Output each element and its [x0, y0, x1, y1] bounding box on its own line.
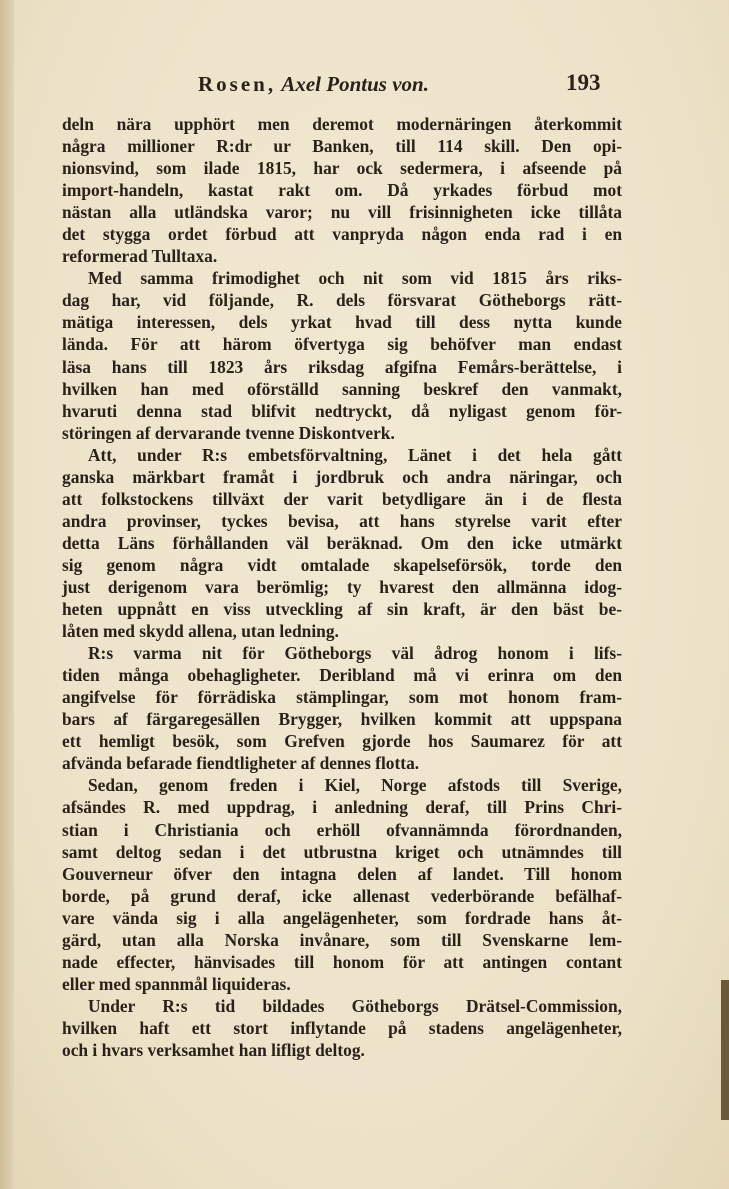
- text-line: hvilken haft ett stort inflytande på stadens angelägenheter,: [62, 1017, 622, 1038]
- text-line: detta Läns förhållanden väl beräknad. Om den icke utmärkt: [62, 532, 622, 553]
- text-line: ganska märkbart framåt i jordbruk och andra näringar, och: [62, 466, 622, 487]
- text-line: och i hvars verksamhet han lifligt deltog.: [62, 1039, 365, 1060]
- text-line: låten med skydd allena, utan ledning.: [62, 621, 339, 642]
- running-head-title: Axel Pontus von.: [281, 72, 429, 96]
- text-line: deln nära upphört men deremot modernäringen återkommit: [62, 114, 622, 134]
- text-line: afvända befarade fiendtligheter af dennes flotta.: [62, 753, 420, 774]
- text-line: nionsvind, som ilade 1815, har ock sedermera, i afseende på: [62, 158, 622, 179]
- text-line: Sedan, genom freden i Kiel, Norge afstods till Sverige,: [88, 775, 622, 796]
- text-line: just derigenom vara berömlig; ty hvarest den allmänna idog-: [62, 576, 622, 597]
- text-line: stian i Christiania och erhöll ofvannämnda förordnanden,: [62, 819, 622, 840]
- text-line: hvilken han med oförställd sanning beskref den vanmakt,: [62, 378, 622, 399]
- text-line: gärd, utan alla Norska invånare, som till Svenskarne lem-: [62, 929, 622, 950]
- text-line: tiden många obehagligheter. Deribland må vi erinra om den: [62, 665, 622, 686]
- text-line: R:s varma nit för Götheborgs väl ådrog honom i lifs-: [88, 643, 622, 664]
- text-line: lända. För att härom öfvertyga sig behöfver man endast: [62, 334, 622, 355]
- text-line: andra provinser, tyckes bevisa, att hans styrelse varit efter: [62, 510, 622, 531]
- text-line: störingen af dervarande tvenne Diskontverk.: [62, 422, 395, 443]
- running-head-name: Rosen,: [198, 72, 277, 96]
- text-line: angifvelse för förrädiska stämplingar, som mot honom fram-: [62, 687, 622, 708]
- text-line: några millioner R:dr ur Banken, till 114 skill. Den opi-: [62, 136, 622, 157]
- text-line: sig genom några vidt omtalade skapelseförsök, torde den: [62, 554, 622, 575]
- text-line: mätiga interessen, dels yrkat hvad till dess nytta kunde: [62, 312, 622, 333]
- text-line: Med samma frimodighet och nit som vid 1815 års riks-: [88, 268, 622, 289]
- text-line: eller med spannmål liquideras.: [62, 973, 291, 994]
- running-head: [198, 72, 498, 97]
- text-line: Under R:s tid bildades Götheborgs Drätsel-Commission,: [88, 995, 622, 1016]
- text-line: import-handeln, kastat rakt om. Då yrkades förbud mot: [62, 180, 622, 201]
- page-gutter-shadow: [0, 0, 14, 1189]
- text-line: nade effecter, hänvisades till honom för att antingen contant: [62, 951, 622, 972]
- page-header: [0, 72, 729, 102]
- text-line: bars af färgaregesällen Brygger, hvilken kommit att uppspana: [62, 709, 622, 730]
- text-line: vare vända sig i alla angelägenheter, som fordrade hans åt-: [62, 907, 622, 928]
- page-number: 193: [566, 70, 601, 95]
- text-line: att folkstockens tillväxt der varit betydligare än i de flesta: [62, 488, 622, 509]
- text-line: reformerad Tulltaxa.: [62, 246, 218, 267]
- text-line: läsa hans till 1823 års riksdag afgifna Femårs-berättelse, i: [62, 356, 622, 377]
- text-line: nästan alla utländska varor; nu vill frisinnigheten icke tillåta: [62, 202, 622, 223]
- text-line: borde, på grund deraf, icke allenast vederbörande befälhaf-: [62, 885, 622, 906]
- text-line: afsändes R. med uppdrag, i anledning deraf, till Prins Chri-: [62, 797, 622, 818]
- text-line: ett hemligt besök, som Grefven gjorde hos Saumarez för att: [62, 731, 622, 752]
- text-line: samt deltog sedan i det utbrustna kriget och utnämndes till: [62, 841, 622, 862]
- text-line: Att, under R:s embetsförvaltning, Länet i det hela gått: [88, 444, 622, 465]
- text-line: hvaruti denna stad blifvit nedtryckt, då nyligast genom för-: [62, 400, 622, 421]
- page-edge: [721, 980, 729, 1120]
- text-line: det stygga ordet förbud att vanpryda någon enda rad i en: [62, 224, 622, 245]
- text-line: heten uppnått en viss utveckling af sin kraft, är den bäst be-: [62, 599, 622, 620]
- text-line: Gouverneur öfver den intagna delen af landet. Till honom: [62, 863, 622, 884]
- body-text: [62, 113, 622, 1061]
- text-line: dag har, vid följande, R. dels försvarat Götheborgs rätt-: [62, 290, 622, 311]
